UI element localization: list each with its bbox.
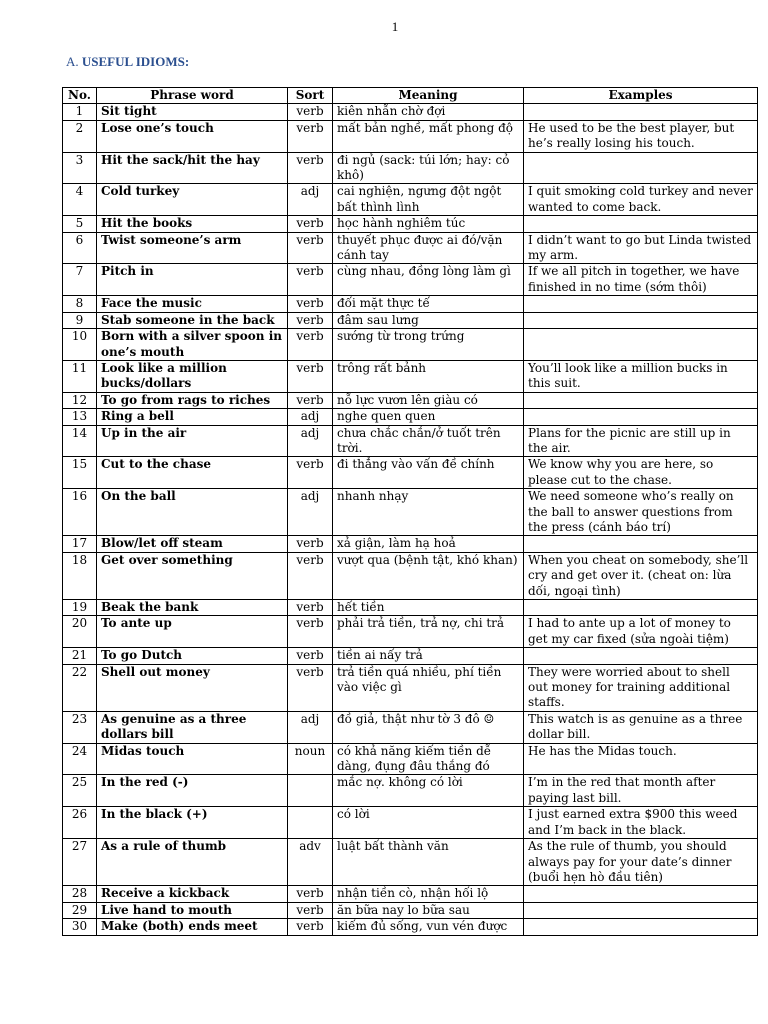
cell-meaning: chưa chắc chắn/ở tuốt trên trời. [333,425,524,457]
cell-sort: verb [288,152,333,184]
cell-phrase: Midas touch [97,743,288,775]
cell-meaning: nhận tiền cò, nhận hối lộ [333,886,524,902]
cell-phrase: Stab someone in the back [97,312,288,328]
cell-no: 16 [63,489,97,536]
cell-phrase: Ring a bell [97,409,288,425]
cell-phrase: Hit the books [97,216,288,232]
cell-phrase: Receive a kickback [97,886,288,902]
cell-example: This watch is as genuine as a three dollar bill. [524,711,758,743]
cell-no: 9 [63,312,97,328]
cell-sort: adv [288,839,333,886]
cell-no: 1 [63,104,97,120]
cell-sort: verb [288,120,333,152]
cell-sort: verb [288,232,333,264]
table-row [63,552,758,599]
table-row [63,296,758,312]
cell-phrase: Lose one’s touch [97,120,288,152]
cell-no: 29 [63,902,97,918]
cell-phrase: Shell out money [97,664,288,711]
table-row [63,839,758,886]
table-row [63,425,758,457]
cell-sort: noun [288,743,333,775]
cell-example: They were worried about to shell out money for training additional staffs. [524,664,758,711]
table-row [63,648,758,664]
cell-example [524,216,758,232]
cell-phrase: Born with a silver spoon in one’s mouth [97,329,288,361]
cell-no: 14 [63,425,97,457]
section-title [66,54,189,70]
table-row [63,120,758,152]
cell-meaning: nghe quen quen [333,409,524,425]
cell-sort: verb [288,264,333,296]
header-no: No. [63,88,97,104]
cell-no: 8 [63,296,97,312]
cell-meaning: đi thẳng vào vấn đề chính [333,457,524,489]
cell-meaning: trả tiền quá nhiều, phí tiền vào việc gì [333,664,524,711]
cell-sort: verb [288,919,333,935]
cell-phrase: On the ball [97,489,288,536]
cell-meaning: ăn bữa nay lo bữa sau [333,902,524,918]
header-sort: Sort [288,88,333,104]
cell-phrase: Beak the bank [97,600,288,616]
cell-meaning: mắc nợ. không có lời [333,775,524,807]
cell-phrase: To ante up [97,616,288,648]
cell-no: 5 [63,216,97,232]
cell-no: 15 [63,457,97,489]
cell-meaning: có lời [333,807,524,839]
cell-meaning: nỗ lực vươn lên giàu có [333,392,524,408]
cell-meaning: luật bất thành văn [333,839,524,886]
cell-meaning: đi ngủ (sack: túi lớn; hay: cỏ khô) [333,152,524,184]
cell-meaning: hết tiền [333,600,524,616]
cell-phrase: Face the music [97,296,288,312]
cell-phrase: In the black (+) [97,807,288,839]
cell-sort: verb [288,392,333,408]
cell-no: 26 [63,807,97,839]
cell-meaning: vượt qua (bệnh tật, khó khan) [333,552,524,599]
cell-phrase: Make (both) ends meet [97,919,288,935]
cell-no: 25 [63,775,97,807]
cell-phrase: Look like a million bucks/dollars [97,360,288,392]
cell-phrase: In the red (-) [97,775,288,807]
cell-example [524,392,758,408]
cell-sort [288,807,333,839]
cell-sort: verb [288,104,333,120]
cell-example [524,886,758,902]
cell-meaning: đồ giả, thật như tờ 3 đô ☺ [333,711,524,743]
cell-sort: verb [288,312,333,328]
table-row [63,919,758,935]
cell-no: 19 [63,600,97,616]
cell-no: 4 [63,184,97,216]
table-row [63,807,758,839]
cell-meaning: cùng nhau, đồng lòng làm gì [333,264,524,296]
cell-no: 6 [63,232,97,264]
table-row [63,184,758,216]
cell-phrase: Blow/let off steam [97,536,288,552]
cell-example: We know why you are here, so please cut to the chase. [524,457,758,489]
header-phrase: Phrase word [97,88,288,104]
header-examples: Examples [524,88,758,104]
table-row [63,711,758,743]
cell-meaning: mất bản nghề, mất phong độ [333,120,524,152]
table-row [63,743,758,775]
cell-no: 10 [63,329,97,361]
table-row [63,457,758,489]
cell-example [524,902,758,918]
cell-example [524,296,758,312]
cell-sort: verb [288,552,333,599]
cell-no: 3 [63,152,97,184]
cell-example: We need someone who’s really on the ball to answer questions from the press (cánh báo trí) [524,489,758,536]
cell-example: When you cheat on somebody, she’ll cry and get over it. (cheat on: lừa dối, ngoại tình) [524,552,758,599]
cell-no: 12 [63,392,97,408]
cell-no: 7 [63,264,97,296]
cell-no: 18 [63,552,97,599]
cell-meaning: nhanh nhạy [333,489,524,536]
cell-sort: verb [288,457,333,489]
cell-phrase: Up in the air [97,425,288,457]
cell-example: I didn’t want to go but Linda twisted my arm. [524,232,758,264]
cell-meaning: học hành nghiêm túc [333,216,524,232]
cell-phrase: As a rule of thumb [97,839,288,886]
cell-sort: adj [288,711,333,743]
cell-example: I’m in the red that month after paying last bill. [524,775,758,807]
table-row [63,886,758,902]
cell-phrase: To go from rags to riches [97,392,288,408]
cell-example [524,919,758,935]
cell-meaning: cai nghiện, ngưng đột ngột bất thình lình [333,184,524,216]
table-row [63,264,758,296]
cell-no: 2 [63,120,97,152]
section-letter: A. [66,54,79,69]
cell-phrase: Live hand to mouth [97,902,288,918]
cell-phrase: Hit the sack/hit the hay [97,152,288,184]
cell-no: 17 [63,536,97,552]
page-number: 1 [391,19,399,34]
cell-phrase: Pitch in [97,264,288,296]
table-row [63,616,758,648]
cell-phrase: To go Dutch [97,648,288,664]
table-row [63,216,758,232]
cell-example: You’ll look like a million bucks in this suit. [524,360,758,392]
idioms-table [62,87,758,936]
cell-sort: verb [288,616,333,648]
cell-example [524,152,758,184]
cell-sort: verb [288,886,333,902]
cell-no: 28 [63,886,97,902]
cell-meaning: đối mặt thực tế [333,296,524,312]
cell-no: 13 [63,409,97,425]
cell-no: 27 [63,839,97,886]
cell-meaning: trông rất bảnh [333,360,524,392]
cell-sort: verb [288,329,333,361]
cell-no: 20 [63,616,97,648]
cell-example: I had to ante up a lot of money to get my car fixed (sửa ngoài tiệm) [524,616,758,648]
cell-example: If we all pitch in together, we have finished in no time (sớm thôi) [524,264,758,296]
cell-example [524,648,758,664]
cell-meaning: đâm sau lưng [333,312,524,328]
cell-sort: verb [288,216,333,232]
cell-sort: verb [288,296,333,312]
cell-no: 21 [63,648,97,664]
section-title-text: USEFUL IDIOMS: [81,54,190,69]
cell-phrase: As genuine as a three dollars bill [97,711,288,743]
table-row [63,409,758,425]
cell-meaning: thuyết phục được ai đó/vặn cánh tay [333,232,524,264]
cell-meaning: kiên nhẫn chờ đợi [333,104,524,120]
cell-no: 24 [63,743,97,775]
cell-meaning: tiền ai nấy trả [333,648,524,664]
table-row [63,664,758,711]
cell-sort: verb [288,536,333,552]
cell-example [524,104,758,120]
cell-sort: verb [288,360,333,392]
table-row [63,329,758,361]
header-meaning: Meaning [333,88,524,104]
cell-example: He used to be the best player, but he’s really losing his touch. [524,120,758,152]
cell-phrase: Cut to the chase [97,457,288,489]
table-row [63,775,758,807]
table-header-row [63,88,758,104]
table-row [63,392,758,408]
table-row [63,152,758,184]
table-row [63,232,758,264]
cell-meaning: có khả năng kiếm tiền dễ dàng, đụng đâu thắng đó [333,743,524,775]
cell-example [524,312,758,328]
cell-example: I quit smoking cold turkey and never wanted to come back. [524,184,758,216]
cell-example [524,536,758,552]
table-row [63,600,758,616]
table-row [63,360,758,392]
cell-phrase: Get over something [97,552,288,599]
cell-no: 23 [63,711,97,743]
cell-sort [288,775,333,807]
table-row [63,902,758,918]
cell-sort: adj [288,184,333,216]
cell-sort: verb [288,600,333,616]
cell-example: He has the Midas touch. [524,743,758,775]
cell-no: 30 [63,919,97,935]
cell-sort: adj [288,425,333,457]
table-row [63,489,758,536]
cell-meaning: sướng từ trong trứng [333,329,524,361]
cell-meaning: phải trả tiền, trả nợ, chi trả [333,616,524,648]
cell-meaning: xả giận, làm hạ hoả [333,536,524,552]
cell-example: Plans for the picnic are still up in the air. [524,425,758,457]
table-row [63,312,758,328]
cell-sort: adj [288,409,333,425]
cell-no: 11 [63,360,97,392]
cell-no: 22 [63,664,97,711]
cell-example [524,329,758,361]
cell-example: I just earned extra $900 this weed and I’m back in the black. [524,807,758,839]
cell-sort: verb [288,664,333,711]
cell-sort: verb [288,648,333,664]
cell-example: As the rule of thumb, you should always pay for your date’s dinner (buổi hẹn hò đầu tiên) [524,839,758,886]
cell-meaning: kiếm đủ sống, vun vén được [333,919,524,935]
cell-phrase: Cold turkey [97,184,288,216]
table-row [63,536,758,552]
cell-example [524,600,758,616]
cell-sort: adj [288,489,333,536]
cell-example [524,409,758,425]
cell-phrase: Sit tight [97,104,288,120]
table-row [63,104,758,120]
cell-sort: verb [288,902,333,918]
cell-phrase: Twist someone’s arm [97,232,288,264]
